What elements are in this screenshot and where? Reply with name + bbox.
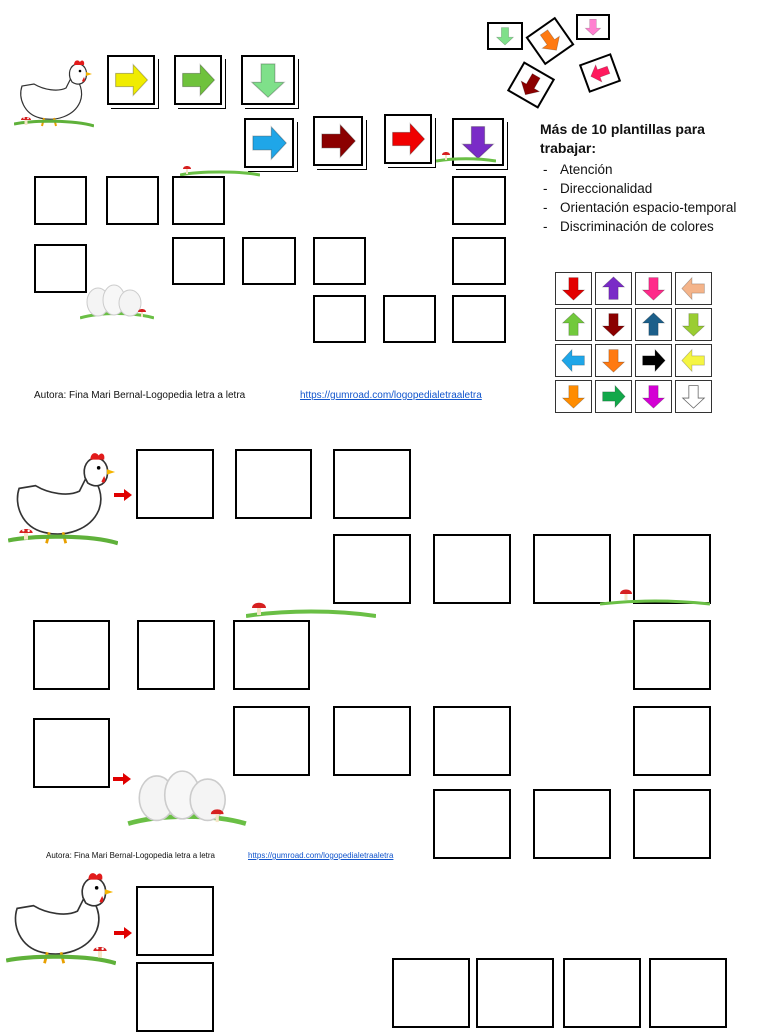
palette-arrow-tile (595, 344, 632, 377)
answer-box[interactable] (452, 237, 506, 285)
grass-decoration (246, 596, 376, 620)
palette-arrow-tile (555, 308, 592, 341)
right-arrow-icon (315, 118, 361, 164)
left-arrow-icon (556, 345, 591, 376)
scattered-arrow-card (576, 14, 610, 40)
answer-box[interactable] (136, 449, 214, 519)
author-credit: Autora: Fina Mari Bernal-Logopedia letra a letra (34, 390, 246, 401)
answer-box[interactable] (172, 237, 225, 285)
grass-decoration (436, 150, 496, 162)
right-arrow-icon (176, 57, 220, 103)
down-arrow-icon (676, 309, 711, 340)
arrow-card (107, 55, 155, 105)
mushroom-icon (92, 944, 108, 958)
palette-arrow-tile (675, 380, 712, 413)
arrow-card (313, 116, 363, 166)
palette-arrow-tile (635, 380, 672, 413)
left-arrow-icon (676, 345, 711, 376)
arrow-card (241, 55, 295, 105)
answer-box[interactable] (392, 958, 470, 1028)
answer-box[interactable] (633, 706, 711, 776)
answer-box[interactable] (313, 295, 366, 343)
down-arrow-icon (243, 57, 293, 103)
down-arrow-icon (556, 381, 591, 412)
info-item: - Orientación espacio-temporal (540, 198, 760, 217)
answer-box[interactable] (34, 176, 87, 225)
answer-box[interactable] (313, 237, 366, 285)
palette-arrow-tile (595, 272, 632, 305)
right-arrow-icon (386, 116, 430, 162)
answer-box[interactable] (242, 237, 296, 285)
palette-arrow-tile (675, 272, 712, 305)
right-arrow-icon (114, 926, 132, 940)
down-arrow-icon (676, 381, 711, 412)
right-arrow-icon (596, 381, 631, 412)
answer-box[interactable] (172, 176, 225, 225)
answer-box[interactable] (333, 449, 411, 519)
down-arrow-icon (556, 273, 591, 304)
scattered-arrow-card (579, 53, 621, 93)
arrow-card (384, 114, 432, 164)
palette-arrow-tile (675, 308, 712, 341)
down-arrow-icon (636, 273, 671, 304)
left-arrow-icon (581, 56, 618, 91)
palette-arrow-tile (635, 344, 672, 377)
answer-box[interactable] (33, 718, 110, 788)
info-title: Más de 10 plantillas para trabajar: (540, 121, 705, 156)
answer-box[interactable] (452, 176, 506, 225)
gumroad-link[interactable]: https://gumroad.com/logopedialetraaletra (300, 390, 482, 401)
answer-box[interactable] (476, 958, 554, 1028)
palette-arrow-tile (555, 272, 592, 305)
down-arrow-icon (596, 309, 631, 340)
up-arrow-icon (596, 273, 631, 304)
start-arrow-icon (114, 488, 132, 502)
answer-box[interactable] (106, 176, 159, 225)
info-item: - Direccionalidad (540, 179, 760, 198)
answer-box[interactable] (137, 620, 215, 690)
palette-arrow-tile (555, 380, 592, 413)
answer-box[interactable] (136, 962, 214, 1032)
right-arrow-icon (114, 488, 132, 502)
mushroom-icon (20, 112, 32, 122)
info-panel (540, 120, 760, 236)
palette-arrow-tile (595, 380, 632, 413)
answer-box[interactable] (563, 958, 641, 1028)
palette-arrow-tile (635, 308, 672, 341)
answer-box[interactable] (633, 620, 711, 690)
answer-box[interactable] (433, 789, 511, 859)
answer-box[interactable] (136, 886, 214, 956)
eggs-illustration (80, 278, 154, 322)
answer-box[interactable] (633, 789, 711, 859)
down-arrow-icon (528, 20, 571, 63)
start-arrow-icon (114, 926, 132, 940)
gumroad-link[interactable]: https://gumroad.com/logopedialetraaletra (248, 851, 394, 860)
answer-box[interactable] (452, 295, 506, 343)
answer-box[interactable] (333, 534, 411, 604)
mushroom-icon (18, 526, 34, 540)
answer-box[interactable] (433, 706, 511, 776)
left-arrow-icon (676, 273, 711, 304)
eggs-illustration (122, 760, 252, 830)
up-arrow-icon (636, 309, 671, 340)
palette-arrow-tile (635, 272, 672, 305)
down-arrow-icon (636, 381, 671, 412)
answer-box[interactable] (433, 534, 511, 604)
grass-decoration (180, 164, 260, 176)
palette-arrow-tile (555, 344, 592, 377)
info-item: - Atención (540, 160, 760, 179)
answer-box[interactable] (33, 620, 110, 690)
scattered-arrow-card (487, 22, 523, 50)
right-arrow-icon (109, 57, 153, 103)
scattered-arrow-card (507, 61, 555, 108)
down-arrow-icon (510, 64, 553, 106)
answer-box[interactable] (649, 958, 727, 1028)
scattered-arrow-card (526, 17, 575, 65)
answer-box[interactable] (533, 789, 611, 859)
palette-arrow-tile (595, 308, 632, 341)
info-list (540, 160, 760, 236)
answer-box[interactable] (333, 706, 411, 776)
down-arrow-icon (489, 24, 521, 48)
info-item: - Discriminación de colores (540, 217, 760, 236)
author-credit: Autora: Fina Mari Bernal-Logopedia letra a letra (46, 851, 215, 860)
arrow-card (174, 55, 222, 105)
arrow-card (244, 118, 294, 168)
answer-box[interactable] (235, 449, 312, 519)
palette-arrow-tile (675, 344, 712, 377)
down-arrow-icon (578, 16, 608, 38)
answer-box[interactable] (233, 620, 310, 690)
up-arrow-icon (556, 309, 591, 340)
right-arrow-icon (636, 345, 671, 376)
down-arrow-icon (596, 345, 631, 376)
right-arrow-icon (246, 120, 292, 166)
grass-decoration (600, 584, 710, 608)
answer-box[interactable] (383, 295, 436, 343)
